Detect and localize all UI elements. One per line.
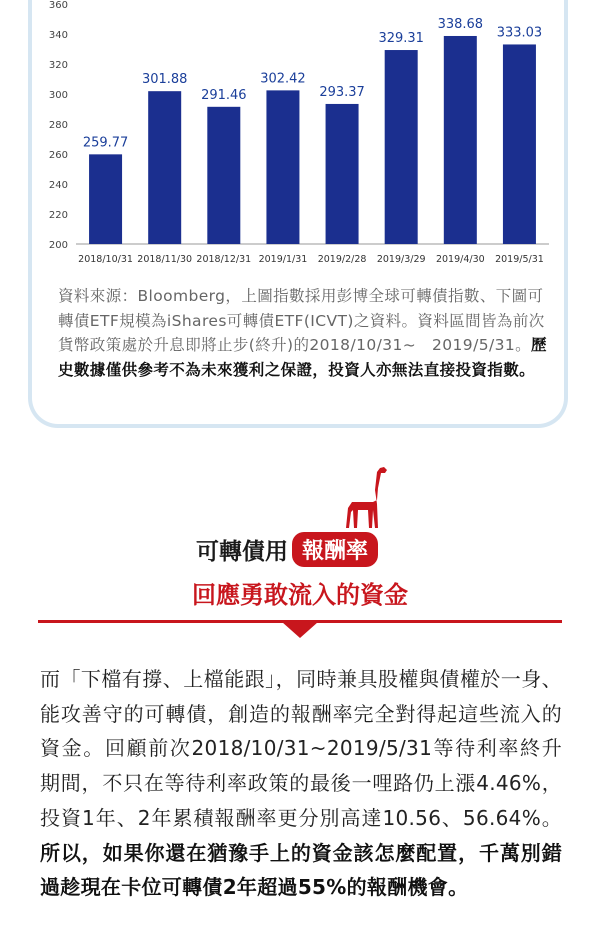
- divider-arrow-icon: [282, 622, 318, 638]
- x-tick-label: 2019/2/28: [317, 254, 367, 265]
- y-tick-label: 280: [48, 120, 68, 131]
- x-tick-label: 2019/5/31: [495, 254, 544, 265]
- x-tick-label: 2019/1/31: [258, 254, 308, 265]
- x-tick-label: 2018/10/31: [78, 254, 133, 265]
- section-subtitle: 回應勇敢流入的資金: [192, 581, 408, 609]
- x-tick-label: 2018/11/30: [137, 254, 193, 265]
- source-note-text: 資料來源：Bloomberg，上圖指數採用彭博全球可轉債指數、下圖可轉債ETF規模為iShares可轉債ETF(ICVT)之資料。資料區間皆為前次貨幣政策處於升息即將止步(終升)的2018/10/31~ 2019/5/31。: [58, 287, 545, 354]
- data-label: 338.68: [437, 16, 484, 32]
- bar: [148, 91, 181, 244]
- data-label: 259.77: [82, 135, 129, 151]
- section-title: [196, 529, 378, 569]
- body-paragraph: [40, 662, 562, 905]
- data-label: 302.42: [260, 71, 306, 87]
- data-label: 301.88: [141, 72, 188, 88]
- x-tick-label: 2019/4/30: [435, 254, 485, 265]
- body-text: 而「下檔有撐、上檔能跟」，同時兼具股權與債權於一身、能攻善守的可轉債，創造的報酬率完全對得起這些流入的資金。回顧前次2018/10/31~2019/5/31等待利率終升期間，不只在等待利率政策的最後一哩路仍上漲4.46%，投資1年、2年累積報酬率更分別高達10.56、56.64%。: [40, 667, 562, 830]
- bar: [266, 90, 299, 244]
- x-tick-label: 2019/3/29: [376, 254, 426, 265]
- section-title-badge: 報酬率: [292, 532, 378, 567]
- y-tick-label: 360: [48, 0, 68, 11]
- bar: [385, 50, 418, 244]
- data-label: 329.31: [378, 31, 424, 47]
- y-tick-label: 300: [48, 90, 68, 101]
- data-label: 293.37: [319, 84, 365, 100]
- bar: [444, 36, 477, 244]
- y-tick-label: 200: [48, 240, 68, 251]
- bar-chart: [0, 0, 600, 270]
- x-tick-label: 2018/12/31: [196, 254, 252, 265]
- body-text-bold: 所以，如果你還在猶豫手上的資金該怎麼配置，千萬別錯過趁現在卡位可轉債2年超過55%的報酬機會。: [40, 840, 562, 900]
- source-note-disclaimer: 歷史數據僅供參考不為未來獲利之保證，投資人亦無法直接投資指數。: [58, 336, 547, 379]
- y-tick-label: 220: [48, 210, 68, 221]
- data-label: 291.46: [201, 87, 247, 103]
- y-tick-label: 260: [48, 150, 68, 161]
- giraffe-icon: [340, 466, 390, 530]
- bar: [326, 104, 359, 244]
- y-tick-label: 240: [48, 180, 68, 191]
- bar: [89, 154, 122, 244]
- data-label: 333.03: [496, 25, 543, 41]
- y-tick-label: 320: [48, 60, 68, 71]
- bar: [503, 44, 536, 244]
- y-tick-label: 340: [48, 30, 68, 41]
- source-note: [58, 284, 548, 382]
- bar: [207, 107, 240, 244]
- section-title-prefix: 可轉債用: [196, 538, 288, 565]
